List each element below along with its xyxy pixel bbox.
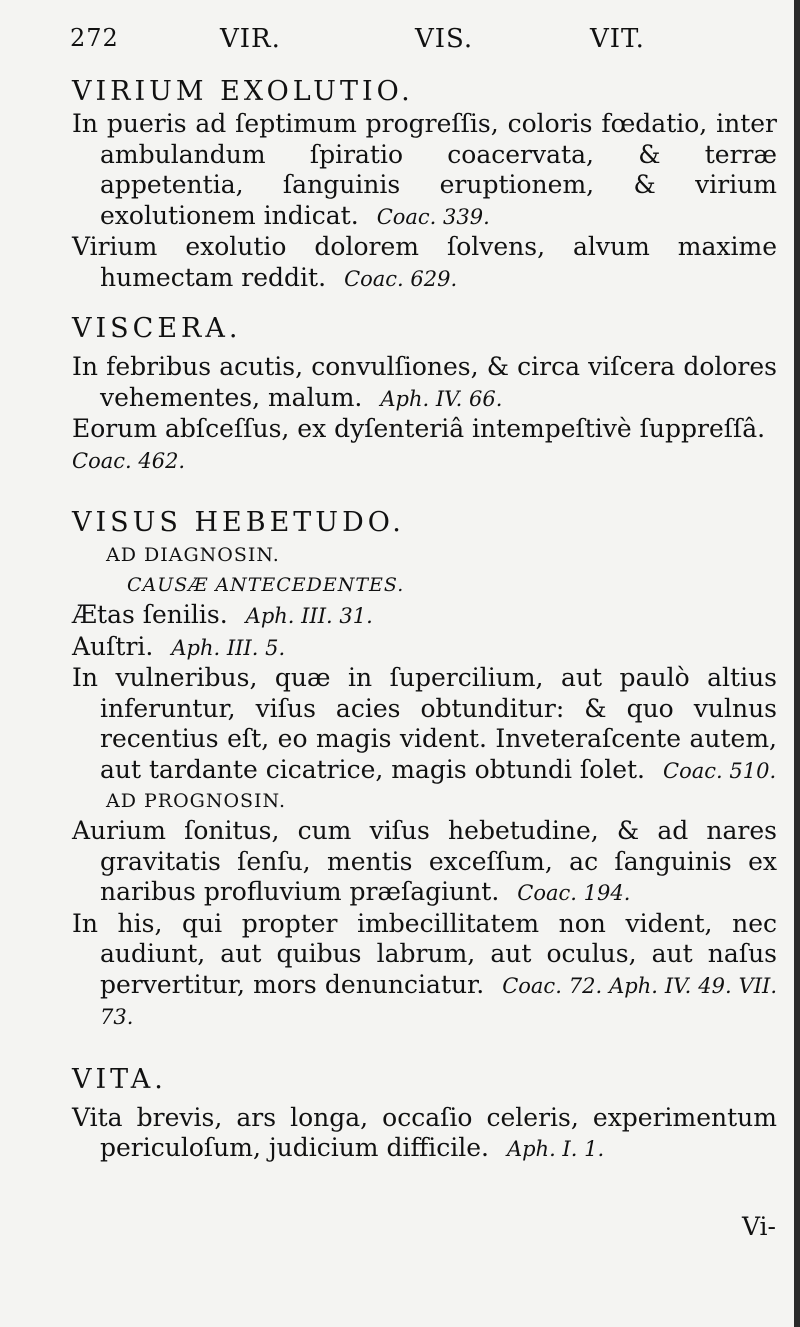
entry — [72, 600, 777, 632]
page-edge-shadow — [794, 0, 800, 1327]
subheading-causes: CAUSÆ ANTECEDENTES. — [127, 574, 405, 596]
entry — [72, 414, 777, 476]
entry-text: In his, qui propter imbecillitatem non vident, nec audiunt, aut quibus labrum, aut oculus, aut naſus pervertitur, mors denunciatur. — [72, 908, 777, 999]
running-head-vis: VIS. — [415, 24, 474, 54]
entry-citation: Coac. 462. — [72, 448, 186, 473]
entry-citation: Coac. 510. — [663, 758, 777, 783]
entry-text: In pueris ad ſeptimum progreſſis, coloris fœdatio, inter ambulandum ſpiratio coacervata, & terræ appetentia, ſanguinis eruptionem, & virium exolutionem indicat. — [72, 109, 777, 230]
section-heading: VISUS HEBETUDO. — [72, 507, 405, 538]
entry-text: Vita brevis, ars longa, occaſio celeris, experimentum periculoſum, judicium difficile. — [72, 1102, 777, 1162]
entry-citation: Coac. 194. — [517, 881, 631, 905]
running-head-vir: VIR. — [220, 24, 281, 54]
subheading-diagnosis: AD DIAGNOSIN. — [106, 544, 280, 566]
entry-citation: Coac. 339. — [376, 204, 490, 229]
entry — [72, 232, 777, 294]
entry-citation: Aph. IV. 66. — [380, 386, 503, 411]
page-number: 272 — [70, 24, 119, 52]
section-heading: VITA. — [72, 1063, 167, 1095]
entry-text: Aurium ſonitus, cum viſus hebetudine, & ad nares gravitatis ſenſu, mentis exceſſum, ac ſanguinis ex naribus profluvium præſagiunt. — [72, 816, 777, 906]
entry — [72, 632, 777, 664]
entry-text: Ætas ſenilis. — [72, 600, 228, 629]
subheading-prognosis: AD PROGNOSIN. — [106, 790, 287, 812]
entry — [72, 1103, 777, 1165]
entry-citation: Coac. 629. — [344, 266, 458, 291]
running-head-vit: VIT. — [590, 24, 645, 54]
entry — [72, 352, 777, 414]
entry-text: Virium exolutio dolorem ſolvens, alvum maxime humectam reddit. — [72, 232, 777, 292]
entry-citation: Coac. 72. Aph. IV. 49. VII. 73. — [100, 973, 777, 1029]
entry — [72, 816, 777, 909]
entry-text: Eorum abſceſſus, ex dyſenteriâ intempeſtivè ſuppreſſâ. — [72, 414, 766, 443]
entry — [72, 109, 777, 232]
section-heading: VIRIUM EXOLUTIO. — [72, 76, 414, 107]
entry-citation: Aph. III. 5. — [171, 635, 286, 660]
entry-text: In vulneribus, quæ in ſupercilium, aut paulò altius inferuntur, viſus acies obtunditur: & quo vulnus recentius eſt, eo magis vident. Inveteraſcente autem, aut tardante cicatrice, magis obtundi ſolet. — [72, 663, 777, 784]
entry-citation: Aph. III. 31. — [245, 604, 373, 628]
entry-citation: Aph. I. 1. — [506, 1137, 605, 1161]
section-heading: VISCERA. — [72, 313, 242, 344]
running-head — [70, 24, 720, 64]
entry — [72, 909, 777, 1033]
entry-text: In febribus acutis, convulſiones, & circa viſcera dolores vehementes, malum. — [72, 352, 777, 412]
entry — [72, 663, 777, 786]
page-content — [72, 75, 777, 1165]
catchword: Vi- — [741, 1212, 776, 1241]
entry-text: Auſtri. — [72, 631, 154, 661]
